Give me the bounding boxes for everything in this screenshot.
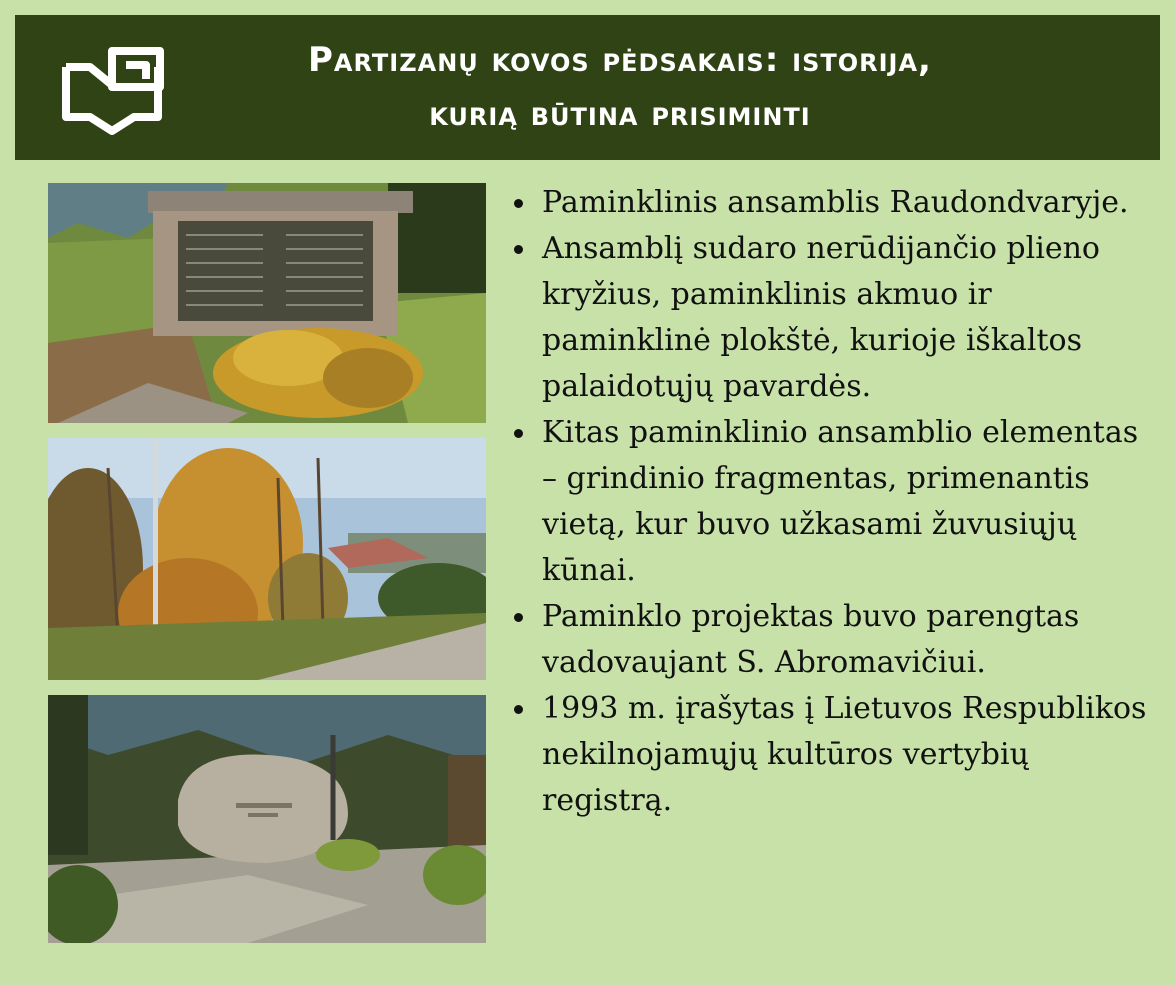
list-item: Paminklinis ansamblis Raudondvaryje. — [508, 180, 1148, 226]
open-book-icon — [60, 45, 165, 137]
memorial-boulder-photo — [48, 695, 486, 943]
title-banner — [15, 15, 1160, 160]
title-line-1: Partizanų kovos pėdsakais: istorija, — [308, 40, 932, 80]
info-bullet-list — [508, 180, 1148, 824]
list-item: Kitas paminklinio ansamblio elementas – grindinio fragmentas, primenantis vietą, kur buvo užkasami žuvusiųjų kūnai. — [508, 410, 1148, 594]
list-item: 1993 m. įrašytas į Lietuvos Respublikos nekilnojamųjų kultūros vertybių registrą. — [508, 686, 1148, 824]
title-line-2: kurią būtina prisiminti — [429, 94, 811, 134]
autumn-trees-path-photo — [48, 438, 486, 680]
list-item: Ansamblį sudaro nerūdijančio plieno kryžius, paminklinis akmuo ir paminklinė plokštė, kurioje iškaltos palaidotųjų pavardės. — [508, 226, 1148, 410]
page-title — [185, 33, 1055, 141]
list-item: Paminklo projektas buvo parengtas vadovaujant S. Abromavičiui. — [508, 594, 1148, 686]
memorial-stone-wall-photo — [48, 183, 486, 423]
